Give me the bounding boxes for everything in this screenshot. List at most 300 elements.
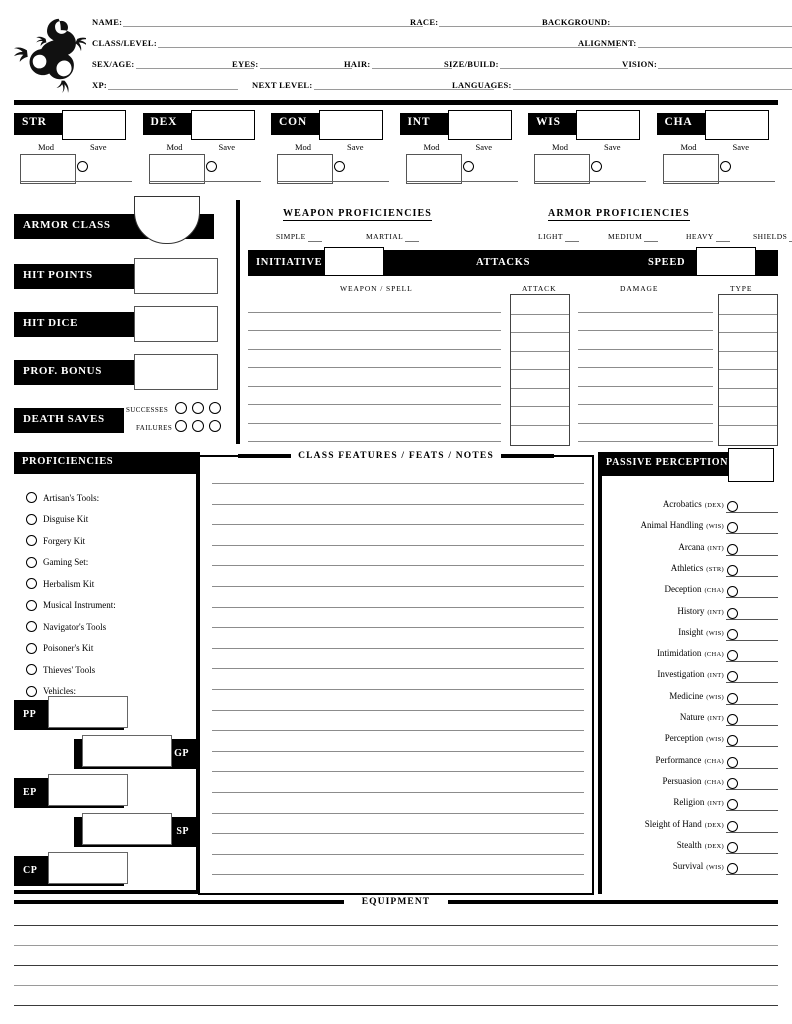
skill-proficiency-circle[interactable] (727, 821, 738, 832)
ability-name-label: CHA (664, 116, 693, 128)
equipment-line[interactable] (14, 965, 778, 966)
currency-pp-label: PP (23, 709, 37, 720)
ability-save-label: Save (732, 142, 750, 152)
passive-perception-bar (598, 452, 746, 476)
armor-prof-shields[interactable]: SHIELDS (753, 232, 792, 241)
skill-proficiency-circle[interactable] (727, 778, 738, 789)
equipment-line[interactable] (14, 925, 778, 926)
proficiency-item[interactable] (26, 514, 88, 525)
class-features-line[interactable] (212, 627, 584, 628)
currency-gp-input[interactable] (82, 735, 172, 767)
equipment-line[interactable] (14, 985, 778, 986)
skill-row-deception[interactable] (598, 581, 778, 602)
header-field-label: VISION: (622, 59, 658, 69)
skill-ability: (INT) (707, 672, 724, 680)
class-features-line[interactable] (212, 813, 584, 814)
class-features-line[interactable] (212, 545, 584, 546)
death-save-success-3[interactable] (209, 402, 221, 414)
speed-label: SPEED (648, 257, 686, 268)
ability-mod-input[interactable] (20, 154, 76, 184)
skill-value-line[interactable] (726, 832, 778, 833)
proficiency-item[interactable] (26, 557, 88, 568)
death-save-failure-1[interactable] (175, 420, 187, 432)
skill-value-line[interactable] (726, 512, 778, 513)
class-features-line[interactable] (212, 648, 584, 649)
ability-score-input[interactable] (576, 110, 640, 140)
proficiency-label: Navigator's Tools (43, 621, 107, 632)
attacks-col-damage-header: DAMAGE (620, 284, 659, 293)
skill-row-stealth[interactable] (598, 837, 778, 858)
attack-attack-cell[interactable] (511, 406, 569, 407)
ability-save-line[interactable] (149, 181, 261, 182)
skill-name: Sleight of Hand (DEX) (644, 818, 724, 829)
currency-sp-label: SP (176, 826, 189, 837)
combat-column-divider (236, 200, 240, 444)
proficiency-checkbox[interactable] (26, 578, 37, 589)
death-saves-successes-label: SUCCESSES (126, 406, 169, 414)
skill-proficiency-circle[interactable] (727, 629, 738, 640)
header-field-label: RACE: (410, 17, 439, 27)
header-field-input[interactable] (611, 15, 792, 27)
skill-value-line[interactable] (726, 576, 778, 577)
skill-proficiency-circle[interactable] (727, 501, 738, 512)
ability-mod-input[interactable] (534, 154, 590, 184)
skill-value-line[interactable] (726, 640, 778, 641)
ability-mod-label: Mod (680, 142, 697, 152)
ability-save-proficiency-circle[interactable] (206, 161, 217, 172)
ability-mod-input[interactable] (149, 154, 205, 184)
equipment-bar-left (14, 900, 344, 904)
skill-name: Survival (WIS) (672, 861, 724, 872)
ability-con (271, 110, 389, 188)
skill-value-line[interactable] (726, 682, 778, 683)
hit-dice-value[interactable] (134, 306, 218, 342)
skill-name: Animal Handling (WIS) (640, 520, 724, 531)
prof-bonus-value[interactable] (134, 354, 218, 390)
skill-row-religion[interactable] (598, 794, 778, 815)
header-field-input[interactable] (500, 57, 628, 69)
skill-proficiency-circle[interactable] (727, 799, 738, 810)
skills-panel (598, 452, 778, 894)
attack-attack-cell[interactable] (511, 314, 569, 315)
class-features-line[interactable] (212, 607, 584, 608)
header-field-input[interactable] (260, 57, 352, 69)
ability-scores (14, 110, 778, 188)
proficiency-checkbox[interactable] (26, 535, 37, 546)
skill-ability: (INT) (707, 800, 724, 808)
ability-save-line[interactable] (20, 181, 132, 182)
header-row-2 (92, 33, 778, 54)
skill-proficiency-circle[interactable] (727, 544, 738, 555)
equipment-title-wrap (0, 893, 792, 911)
attack-attack-cell[interactable] (511, 351, 569, 352)
attack-weapon-line[interactable] (248, 441, 501, 442)
class-features-box[interactable] (198, 455, 594, 895)
ability-save-label: Save (347, 142, 364, 152)
skill-row-sleight-of-hand[interactable] (598, 816, 778, 837)
class-features-line[interactable] (212, 668, 584, 669)
attack-type-cell[interactable] (719, 406, 777, 407)
class-features-title: CLASS FEATURES / FEATS / NOTES (291, 451, 501, 461)
ability-score-input[interactable] (448, 110, 512, 140)
skill-row-athletics[interactable] (598, 560, 778, 581)
attacks-attack-column[interactable] (510, 294, 570, 446)
sheet-header (14, 12, 778, 100)
skill-value-line[interactable] (726, 619, 778, 620)
ability-score-input[interactable] (319, 110, 383, 140)
skill-value-line[interactable] (726, 704, 778, 705)
armor-prof-blank[interactable] (716, 232, 730, 242)
skill-row-nature[interactable] (598, 709, 778, 730)
ability-mod-input[interactable] (406, 154, 462, 184)
header-field-label: EYES: (232, 59, 259, 69)
attack-damage-line[interactable] (578, 441, 713, 442)
skill-name: History (INT) (677, 605, 724, 616)
equipment-bar-right (448, 900, 778, 904)
currency-cp-input[interactable] (48, 852, 128, 884)
skill-ability: (WIS) (706, 629, 724, 637)
skill-name: Religion (INT) (673, 797, 724, 808)
armor-prof-heavy[interactable]: HEAVY (686, 232, 730, 241)
class-features-line[interactable] (212, 586, 584, 587)
ability-int (400, 110, 518, 188)
header-fields (92, 12, 778, 96)
attack-type-cell[interactable] (719, 351, 777, 352)
attack-attack-cell[interactable] (511, 332, 569, 333)
ability-save-line[interactable] (406, 181, 518, 182)
proficiency-checkbox[interactable] (26, 621, 37, 632)
skill-ability: (CHA) (704, 778, 724, 786)
skill-name: Intimidation (CHA) (656, 648, 724, 659)
passive-perception-value[interactable] (728, 448, 774, 482)
class-features-line[interactable] (212, 874, 584, 875)
currency-sp-input[interactable] (82, 813, 172, 845)
skill-proficiency-circle[interactable] (727, 735, 738, 746)
skill-proficiency-circle[interactable] (727, 863, 738, 874)
header-row-3 (92, 54, 778, 75)
header-field-languages[interactable] (452, 75, 792, 90)
attack-type-cell[interactable] (719, 425, 777, 426)
header-field-label: LANGUAGES: (452, 80, 512, 90)
ability-cha (657, 110, 775, 188)
proficiency-checkbox[interactable] (26, 600, 37, 611)
proficiency-checkbox[interactable] (26, 643, 37, 654)
skill-ability: (DEX) (704, 502, 724, 509)
armor-prof-medium[interactable]: MEDIUM (608, 232, 658, 241)
header-field-label: CLASS/LEVEL: (92, 38, 158, 48)
proficiency-label: Forgery Kit (43, 535, 86, 546)
ability-save-proficiency-circle[interactable] (334, 161, 345, 172)
prof-bonus-label: PROF. BONUS (23, 365, 102, 377)
skill-ability: (WIS) (706, 864, 724, 872)
skill-value-line[interactable] (726, 810, 778, 811)
skill-name: Athletics (STR) (670, 562, 724, 573)
equipment-line[interactable] (14, 1005, 778, 1006)
skill-ability: (WIS) (706, 523, 724, 531)
ability-mod-label: Mod (295, 142, 312, 152)
ability-str (14, 110, 132, 188)
skill-ability: (INT) (707, 544, 724, 552)
class-features-line[interactable] (212, 524, 584, 525)
skill-name: Investigation (INT) (657, 669, 724, 680)
header-field-input[interactable] (372, 57, 452, 69)
skill-value-line[interactable] (726, 789, 778, 790)
class-features-line[interactable] (212, 565, 584, 566)
proficiency-checkbox[interactable] (26, 664, 37, 675)
skill-row-acrobatics[interactable] (598, 496, 778, 517)
ability-dex (143, 110, 261, 188)
class-features-line[interactable] (212, 833, 584, 834)
hit-dice-label: HIT DICE (23, 317, 79, 329)
proficiency-item[interactable] (26, 621, 106, 632)
proficiency-checkbox[interactable] (26, 492, 37, 503)
skill-value-line[interactable] (726, 555, 778, 556)
skill-row-perception[interactable] (598, 730, 778, 751)
header-field-name[interactable] (92, 12, 423, 27)
skill-row-performance[interactable] (598, 752, 778, 773)
skill-value-line[interactable] (726, 853, 778, 854)
skill-value-line[interactable] (726, 661, 778, 662)
ability-mod-label: Mod (38, 142, 55, 152)
weapon-proficiencies-title: WEAPON PROFICIENCIES (283, 208, 432, 219)
initiative-attacks-speed-bar (248, 250, 778, 276)
proficiency-item[interactable] (26, 492, 99, 503)
skill-name: Medicine (WIS) (669, 690, 724, 701)
armor-prof-blank[interactable] (565, 232, 579, 242)
skill-proficiency-circle[interactable] (727, 757, 738, 768)
ability-save-line[interactable] (663, 181, 775, 182)
attacks-type-column[interactable] (718, 294, 778, 446)
death-save-success-2[interactable] (192, 402, 204, 414)
skill-value-line[interactable] (726, 533, 778, 534)
skill-row-arcana[interactable] (598, 539, 778, 560)
header-field-classlevel[interactable] (92, 33, 618, 48)
skill-row-medicine[interactable] (598, 688, 778, 709)
header-field-background[interactable] (542, 12, 792, 27)
skill-value-line[interactable] (726, 874, 778, 875)
skill-ability: (DEX) (704, 821, 724, 829)
skill-value-line[interactable] (726, 746, 778, 747)
attack-type-cell[interactable] (719, 388, 777, 389)
death-saves-failures-label: FAILURES (136, 424, 173, 432)
header-field-sexage[interactable] (92, 54, 254, 69)
weapon-prof-blank[interactable] (405, 232, 419, 242)
skill-name: Nature (INT) (679, 712, 724, 722)
skill-ability: (STR) (706, 565, 724, 573)
skill-value-line[interactable] (726, 597, 778, 598)
skill-ability: (WIS) (706, 693, 724, 701)
ability-mod-input[interactable] (663, 154, 719, 184)
ability-name-label: INT (407, 116, 431, 128)
attacks-panel (248, 200, 788, 444)
proficiencies-title: PROFICIENCIES (22, 456, 114, 467)
class-features-line[interactable] (212, 483, 584, 484)
passive-perception-label: PASSIVE PERCEPTION (606, 457, 729, 468)
ability-score-input[interactable] (191, 110, 255, 140)
armor-class-label: ARMOR CLASS (23, 219, 111, 231)
hit-points-label: HIT POINTS (23, 269, 93, 281)
skill-proficiency-circle[interactable] (727, 586, 738, 597)
class-features-line[interactable] (212, 854, 584, 855)
death-save-failure-3[interactable] (209, 420, 221, 432)
header-field-label: NAME: (92, 17, 123, 27)
header-field-label: HAIR: (344, 59, 371, 69)
proficiency-item[interactable] (26, 686, 76, 697)
skill-value-line[interactable] (726, 725, 778, 726)
ability-save-label: Save (604, 142, 621, 152)
ability-name-label: STR (22, 116, 47, 128)
weapon-prof-simple[interactable]: SIMPLE (276, 232, 322, 241)
skill-name: Deception (CHA) (664, 584, 724, 595)
initiative-value[interactable] (324, 247, 384, 276)
attack-attack-cell[interactable] (511, 388, 569, 389)
ability-score-input[interactable] (705, 110, 769, 140)
currency-pp-input[interactable] (48, 696, 128, 728)
class-features-line[interactable] (212, 771, 584, 772)
header-field-label: XP: (92, 80, 108, 90)
skill-row-investigation[interactable] (598, 666, 778, 687)
ability-save-label: Save (475, 142, 493, 152)
proficiency-checkbox[interactable] (26, 557, 37, 568)
attack-type-cell[interactable] (719, 332, 777, 333)
header-field-label: ALIGNMENT: (578, 38, 637, 48)
header-field-eyes[interactable] (232, 54, 352, 69)
skill-row-survival[interactable] (598, 858, 778, 879)
header-row-1 (92, 12, 778, 33)
attacks-title: ATTACKS (476, 257, 531, 268)
proficiencies-header (14, 452, 198, 474)
header-field-input[interactable] (123, 15, 423, 27)
header-field-input[interactable] (638, 36, 792, 48)
attack-type-cell[interactable] (719, 314, 777, 315)
ability-mod-label: Mod (423, 142, 440, 152)
class-features-line[interactable] (212, 504, 584, 505)
proficiency-item[interactable] (26, 535, 85, 546)
armor-prof-light[interactable]: LIGHT (538, 232, 579, 241)
skill-name: Arcana (INT) (678, 541, 724, 552)
skill-ability: (CHA) (704, 651, 724, 659)
proficiency-item[interactable] (26, 664, 95, 675)
attack-type-cell[interactable] (719, 369, 777, 370)
weapon-prof-blank[interactable] (308, 232, 322, 242)
skill-name: Perception (WIS) (664, 733, 724, 744)
ability-save-line[interactable] (534, 181, 646, 182)
header-field-input[interactable] (513, 78, 792, 90)
skill-value-line[interactable] (726, 768, 778, 769)
header-field-hair[interactable] (344, 54, 452, 69)
skill-ability: (DEX) (704, 842, 724, 850)
skill-row-intimidation[interactable] (598, 645, 778, 666)
header-field-label: SEX/AGE: (92, 59, 135, 69)
proficiency-item[interactable] (26, 643, 93, 654)
equipment-title: EQUIPMENT (352, 897, 441, 907)
hit-points-value[interactable] (134, 258, 218, 294)
header-field-label: NEXT LEVEL: (252, 80, 313, 90)
currency-cp-label: CP (23, 865, 38, 876)
header-field-input[interactable] (158, 36, 618, 48)
header-field-input[interactable] (108, 78, 238, 90)
skill-proficiency-circle[interactable] (727, 842, 738, 853)
class-features-line[interactable] (212, 751, 584, 752)
header-row-4 (92, 75, 778, 96)
weapon-prof-martial[interactable]: MARTIAL (366, 232, 419, 241)
skill-ability: (CHA) (704, 757, 724, 765)
class-features-line[interactable] (212, 689, 584, 690)
ability-score-input[interactable] (62, 110, 126, 140)
death-saves-bar (14, 408, 124, 433)
header-field-input[interactable] (658, 57, 792, 69)
header-field-vision[interactable] (622, 54, 792, 69)
skill-row-animal-handling[interactable] (598, 517, 778, 538)
proficiency-label: Herbalism Kit (43, 578, 95, 589)
currency-ep-label: EP (23, 787, 37, 798)
ability-save-proficiency-circle[interactable] (77, 161, 88, 172)
equipment-line[interactable] (14, 945, 778, 946)
dnd-ampersand-dragon-logo (14, 14, 86, 94)
skill-proficiency-circle[interactable] (727, 714, 738, 725)
skill-proficiency-circle[interactable] (727, 565, 738, 576)
header-field-alignment[interactable] (578, 33, 792, 48)
skill-row-history[interactable] (598, 603, 778, 624)
skill-proficiency-circle[interactable] (727, 671, 738, 682)
class-features-line[interactable] (212, 792, 584, 793)
skill-row-insight[interactable] (598, 624, 778, 645)
proficiency-checkbox[interactable] (26, 686, 37, 697)
ability-mod-input[interactable] (277, 154, 333, 184)
skill-row-persuasion[interactable] (598, 773, 778, 794)
skill-name: Insight (WIS) (678, 626, 724, 637)
header-divider (14, 100, 778, 105)
skill-name: Performance (CHA) (655, 754, 724, 765)
death-save-failure-2[interactable] (192, 420, 204, 432)
header-field-label: BACKGROUND: (542, 17, 611, 27)
armor-prof-blank[interactable] (644, 232, 658, 242)
skill-name: Acrobatics (DEX) (662, 499, 724, 509)
speed-value[interactable] (696, 247, 756, 276)
proficiency-checkbox[interactable] (26, 514, 37, 525)
ability-wis (528, 110, 646, 188)
skill-name: Stealth (DEX) (676, 839, 724, 850)
ability-save-line[interactable] (277, 181, 389, 182)
class-features-line[interactable] (212, 710, 584, 711)
skill-proficiency-circle[interactable] (727, 650, 738, 661)
currency-ep-input[interactable] (48, 774, 128, 806)
skill-proficiency-circle[interactable] (727, 693, 738, 704)
skill-ability: (CHA) (704, 587, 724, 595)
header-field-xp[interactable] (92, 75, 238, 90)
proficiency-item[interactable] (26, 578, 94, 589)
death-save-success-1[interactable] (175, 402, 187, 414)
class-features-line[interactable] (212, 730, 584, 731)
ability-save-proficiency-circle[interactable] (591, 161, 602, 172)
header-field-sizebuild[interactable] (444, 54, 628, 69)
attack-attack-cell[interactable] (511, 369, 569, 370)
currency-panel (14, 700, 198, 890)
ability-save-proficiency-circle[interactable] (720, 161, 731, 172)
currency-gp-label: GP (174, 748, 189, 759)
ability-name-label: CON (279, 116, 307, 128)
skill-proficiency-circle[interactable] (727, 522, 738, 533)
proficiency-item[interactable] (26, 600, 116, 611)
skill-ability: (INT) (707, 715, 724, 722)
header-field-label: SIZE/BUILD: (444, 59, 499, 69)
attack-attack-cell[interactable] (511, 425, 569, 426)
proficiency-label: Thieves' Tools (43, 664, 96, 675)
ability-save-proficiency-circle[interactable] (463, 161, 474, 172)
attacks-col-attack-header: ATTACK (522, 284, 557, 293)
death-saves-label: DEATH SAVES (23, 413, 105, 425)
skill-proficiency-circle[interactable] (727, 608, 738, 619)
